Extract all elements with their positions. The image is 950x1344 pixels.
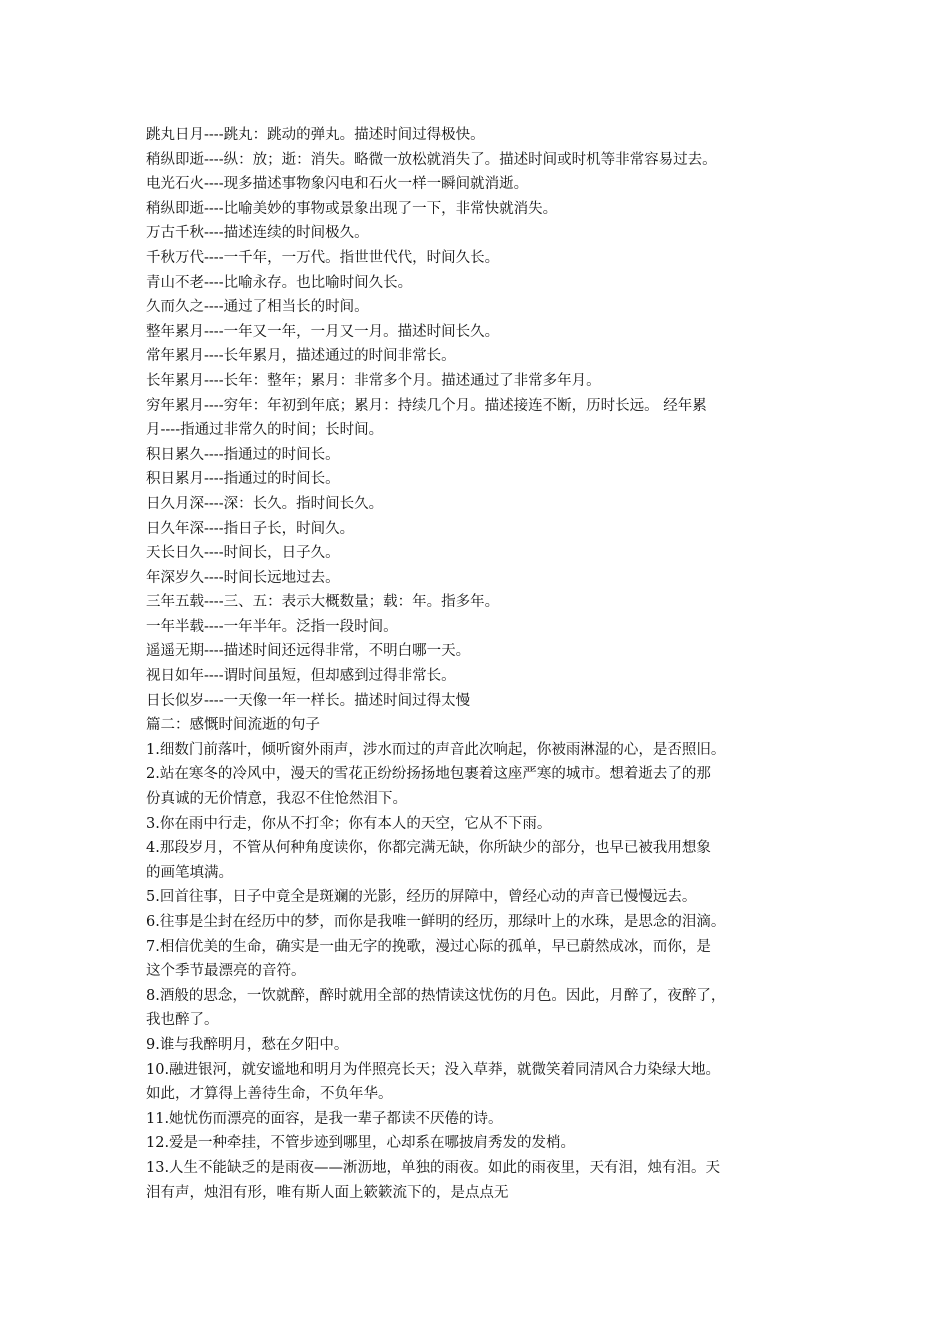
text-line: 日久年深----指日子长，时间久。 — [146, 520, 355, 537]
text-line: 2.站在寒冬的冷风中，漫天的雪花正纷纷扬扬地包裹着这座严寒的城市。想着逝去了的那 — [146, 766, 711, 783]
section-heading: 篇二：感慨时间流逝的句子 — [146, 717, 320, 734]
text-line: 年深岁久----时间长远地过去。 — [146, 569, 340, 586]
text-line: 三年五载----三、五：表示大概数量；载：年。指多年。 — [146, 594, 500, 611]
text-line: 遥遥无期----描述时间还远得非常，不明白哪一天。 — [146, 643, 471, 660]
text-line: 长年累月----长年：整年；累月：非常多个月。描述通过了非常多年月。 — [146, 372, 601, 389]
text-line: 常年累月----长年累月，描述通过的时间非常长。 — [146, 348, 456, 365]
text-line: 我也醉了。 — [146, 1012, 219, 1029]
text-line: 份真诚的无价情意，我忍不住怆然泪下。 — [146, 791, 407, 808]
text-line: 青山不老----比喻永存。也比喻时间久长。 — [146, 274, 413, 291]
text-line: 7.相信优美的生命，确实是一曲无字的挽歌，漫过心际的孤单，早已蔚然成冰，而你，是 — [146, 938, 711, 955]
text-line: 月----指通过非常久的时间；长时间。 — [146, 422, 384, 439]
text-line: 3.你在雨中行走，你从不打伞；你有本人的天空，它从不下雨。 — [146, 815, 552, 832]
text-line: 穷年累月----穷年：年初到年底；累月：持续几个月。描述接连不断，历时长远。 经年累 — [146, 397, 707, 414]
text-line: 千秋万代----一千年，一万代。指世世代代，时间久长。 — [146, 249, 500, 266]
text-line: 万古千秋----描述连续的时间极久。 — [146, 225, 369, 242]
text-line: 13.人生不能缺乏的是雨夜——淅沥地，单独的雨夜。如此的雨夜里，天有泪，烛有泪。天 — [146, 1159, 721, 1176]
text-line: 泪有声，烛泪有形，唯有斯人面上簌簌流下的，是点点无 — [146, 1184, 509, 1201]
text-line: 稍纵即逝----纵：放；逝：消失。略微一放松就消失了。描述时间或时机等非常容易过去。 — [146, 151, 717, 168]
text-line: 跳丸日月----跳丸：跳动的弹丸。描述时间过得极快。 — [146, 127, 485, 143]
text-line: 这个季节最漂亮的音符。 — [146, 963, 306, 980]
text-line: 久而久之----通过了相当长的时间。 — [146, 299, 369, 316]
text-line: 积日累久----指通过的时间长。 — [146, 446, 340, 463]
document-body — [146, 123, 826, 1205]
text-line: 12.爱是一种牵挂，不管步迹到哪里，心却系在哪披肩秀发的发梢。 — [146, 1135, 576, 1152]
text-line: 电光石火----现多描述事物象闪电和石火一样一瞬间就消逝。 — [146, 176, 529, 193]
text-line: 日久月深----深：长久。指时间长久。 — [146, 495, 384, 512]
text-line: 的画笔填满。 — [146, 864, 233, 881]
text-line: 稍纵即逝----比喻美妙的事物或景象出现了一下，非常快就消失。 — [146, 200, 558, 217]
text-line: 9.谁与我醉明月，愁在夕阳中。 — [146, 1036, 349, 1053]
text-line: 视日如年----谓时间虽短，但却感到过得非常长。 — [146, 668, 456, 685]
text-line: 积日累月----指通过的时间长。 — [146, 471, 340, 488]
text-line: 10.融进银河，就安谧地和明月为伴照亮长天；没入草莽，就微笑着同清风合力染绿大地。 — [146, 1061, 721, 1078]
text-line: 整年累月----一年又一年，一月又一月。描述时间长久。 — [146, 323, 500, 340]
text-line: 5.回首往事，日子中竟全是斑斓的光影，经历的屏障中，曾经心动的声音已慢慢远去。 — [146, 889, 697, 906]
text-line: 4.那段岁月，不管从何种角度读你，你都完满无缺，你所缺少的部分，也早已被我用想象 — [146, 840, 711, 857]
text-line: 6.往事是尘封在经历中的梦，而你是我唯一鲜明的经历，那绿叶上的水珠，是思念的泪滴。 — [146, 914, 726, 930]
text-line: 1.细数门前落叶，倾听窗外雨声，涉水而过的声音此次响起，你被雨淋湿的心，是否照旧。 — [146, 741, 726, 758]
text-line: 如此，才算得上善待生命，不负年华。 — [146, 1086, 393, 1103]
text-line: 日长似岁----一天像一年一样长。描述时间过得太慢 — [146, 692, 471, 709]
text-line: 一年半载----一年半年。泛指一段时间。 — [146, 618, 398, 635]
text-line: 天长日久----时间长，日子久。 — [146, 545, 340, 562]
text-line: 11.她忧伤而漂亮的面容，是我一辈子都读不厌倦的诗。 — [146, 1110, 503, 1127]
text-line: 8.酒般的思念，一饮就醉，醉时就用全部的热情读这忧伤的月色。因此，月醉了，夜醉了， — [146, 987, 726, 1004]
